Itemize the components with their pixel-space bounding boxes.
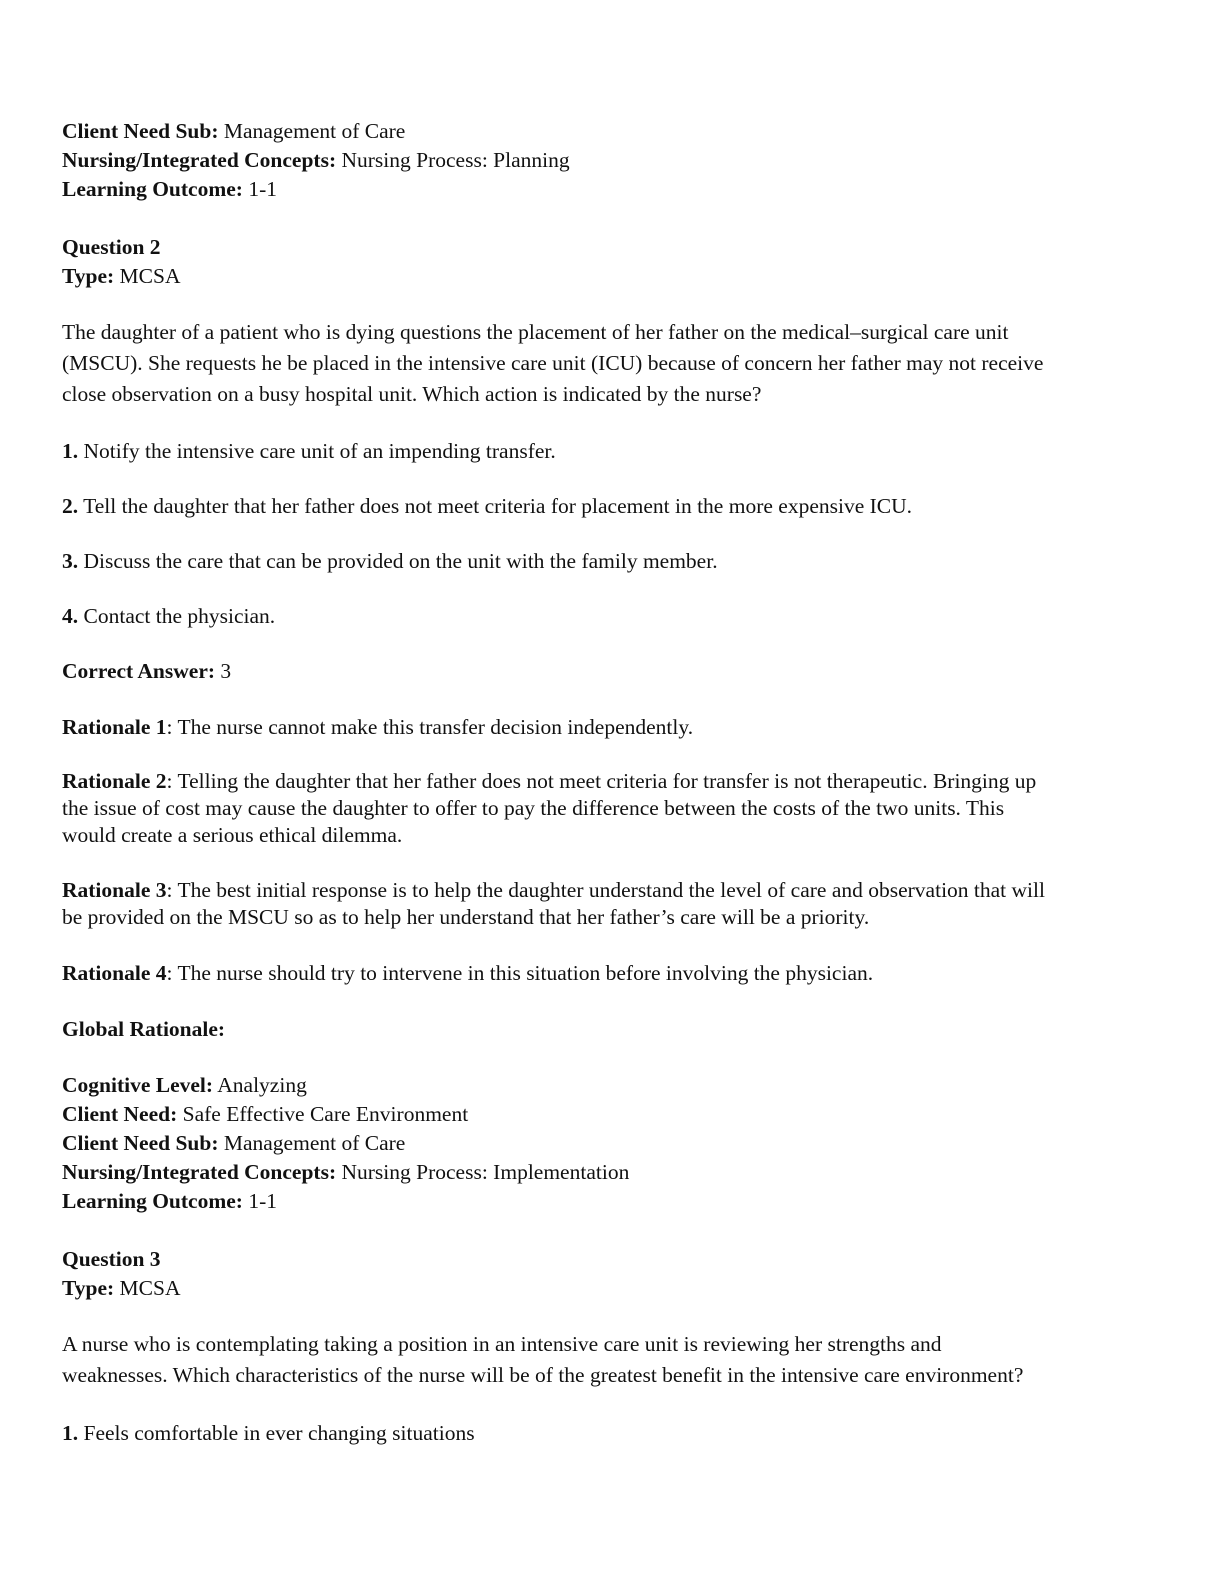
stem-line: weaknesses. Which characteristics of the nurse will be of the greatest benefit in the intensive care environment? bbox=[62, 1363, 1024, 1387]
answer-option-1: 1. Notify the intensive care unit of an impending transfer. bbox=[62, 439, 556, 463]
rationale-text: be provided on the MSCU so as to help her understand that her father’s care will be a priority. bbox=[62, 905, 870, 929]
question-type: Type: MCSA bbox=[62, 264, 181, 288]
meta-nursing-concepts: Nursing/Integrated Concepts: Nursing Process: Implementation bbox=[62, 1160, 630, 1184]
question-title: Question 3 bbox=[62, 1247, 161, 1271]
rationale-label: Rationale 1 bbox=[62, 715, 167, 739]
rationale-label: Rationale 3 bbox=[62, 878, 167, 902]
answer-option-4: 4. Contact the physician. bbox=[62, 604, 276, 628]
correct-answer: Correct Answer: 3 bbox=[62, 659, 232, 683]
top-metadata bbox=[62, 117, 1162, 204]
rationale-label: Rationale 2 bbox=[62, 769, 167, 793]
answer-option-3: 3. Discuss the care that can be provided on the unit with the family member. bbox=[62, 549, 718, 573]
rationale-4 bbox=[62, 959, 1162, 988]
rationale-text: : The nurse cannot make this transfer decision independently. bbox=[166, 715, 694, 739]
rationale-label: Rationale 4 bbox=[62, 961, 167, 985]
rationale-text: the issue of cost may cause the daughter to offer to pay the difference between the costs of the two units. This bbox=[62, 796, 1005, 820]
meta-learning-outcome: Learning Outcome: 1-1 bbox=[62, 1189, 277, 1213]
meta-nursing-concepts: Nursing/Integrated Concepts: Nursing Process: Planning bbox=[62, 148, 570, 172]
question-3-header bbox=[62, 1245, 1162, 1303]
question-2-stem bbox=[62, 317, 1162, 410]
stem-line: The daughter of a patient who is dying questions the placement of her father on the medical–surgical care unit bbox=[62, 320, 1009, 344]
meta-client-need: Client Need: Safe Effective Care Environment bbox=[62, 1102, 469, 1126]
question-2-header bbox=[62, 233, 1162, 291]
rationale-text: : Telling the daughter that her father does not meet criteria for transfer is not therapeutic. Bringing up bbox=[166, 769, 1037, 793]
question-type: Type: MCSA bbox=[62, 1276, 181, 1300]
answer-option-1: 1. Feels comfortable in ever changing situations bbox=[62, 1421, 475, 1445]
rationale-2 bbox=[62, 768, 1162, 849]
answer-option-2: 2. Tell the daughter that her father does not meet criteria for placement in the more expensive ICU. bbox=[62, 494, 913, 518]
rationale-1 bbox=[62, 713, 1162, 742]
rationale-text: : The best initial response is to help the daughter understand the level of care and observation that will bbox=[166, 878, 1045, 902]
question-3-stem bbox=[62, 1329, 1162, 1391]
document-page bbox=[62, 117, 1162, 1448]
meta-cognitive-level: Cognitive Level: Analyzing bbox=[62, 1073, 307, 1097]
meta-learning-outcome: Learning Outcome: 1-1 bbox=[62, 177, 277, 201]
stem-line: close observation on a busy hospital unit. Which action is indicated by the nurse? bbox=[62, 382, 762, 406]
question-3-options bbox=[62, 1419, 1162, 1448]
stem-line: A nurse who is contemplating taking a position in an intensive care unit is reviewing her strengths and bbox=[62, 1332, 942, 1356]
rationale-3 bbox=[62, 877, 1162, 931]
meta-client-need-sub: Client Need Sub: Management of Care bbox=[62, 119, 406, 143]
meta-client-need-sub: Client Need Sub: Management of Care bbox=[62, 1131, 406, 1155]
global-rationale: Global Rationale: bbox=[62, 1017, 226, 1041]
question-title: Question 2 bbox=[62, 235, 161, 259]
rationale-text: : The nurse should try to intervene in this situation before involving the physician. bbox=[166, 961, 874, 985]
stem-line: (MSCU). She requests he be placed in the intensive care unit (ICU) because of concern her father may not receive bbox=[62, 351, 1044, 375]
question-2-options bbox=[62, 437, 1162, 631]
rationale-text: would create a serious ethical dilemma. bbox=[62, 823, 403, 847]
question-2-metadata bbox=[62, 1071, 1162, 1216]
